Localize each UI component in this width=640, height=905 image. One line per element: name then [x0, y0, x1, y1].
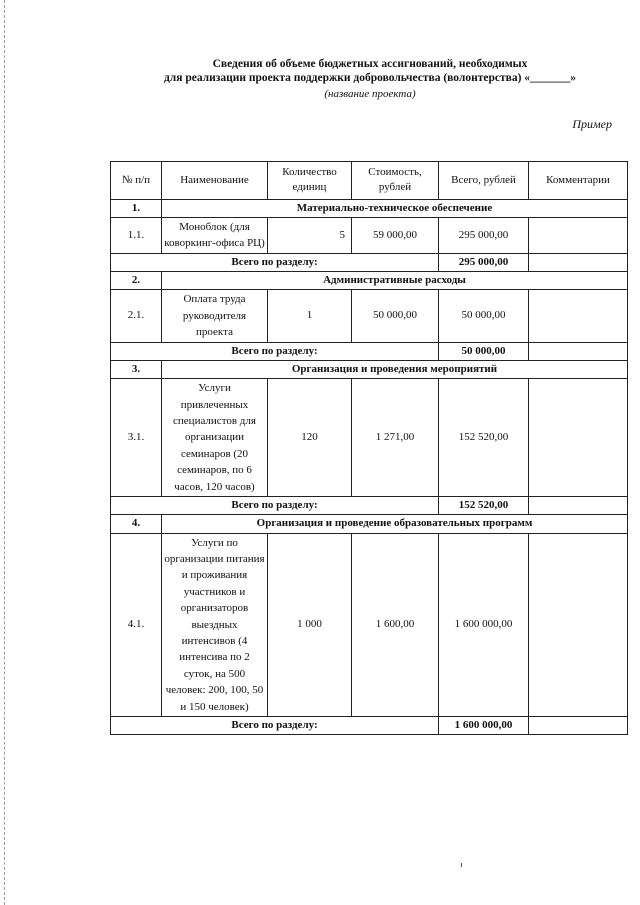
scan-mark: [461, 863, 462, 867]
item-row: [111, 217, 628, 253]
section-total-label: Всего по разделу:: [111, 253, 439, 271]
page-edge-line: [4, 0, 6, 905]
item-cost: 1 600,00: [352, 533, 439, 716]
item-cost: 50 000,00: [352, 290, 439, 342]
section-total-label: Всего по разделу:: [111, 717, 439, 735]
section-total-row: [111, 253, 628, 271]
item-row: [111, 533, 628, 716]
section-total-row: [111, 342, 628, 360]
item-comment: [529, 379, 628, 497]
section-num: 4.: [111, 515, 162, 533]
item-num: 3.1.: [111, 379, 162, 497]
section-total-label: Всего по разделу:: [111, 496, 439, 514]
section-total-empty: [529, 496, 628, 514]
item-cost: 1 271,00: [352, 379, 439, 497]
item-row: [111, 379, 628, 497]
section-num: 1.: [111, 199, 162, 217]
section-total-value: 152 520,00: [439, 496, 529, 514]
header-name: Наименование: [162, 162, 268, 200]
sample-label: Пример: [572, 117, 612, 131]
item-total: 50 000,00: [439, 290, 529, 342]
item-qty: 5: [268, 217, 352, 253]
item-total: 1 600 000,00: [439, 533, 529, 716]
item-name: Услуги по организации питания и проживания участников и организаторов выездных интенсивов (4 интенсива по 2 суток, на 500 человек: 200, 100, 50 и 150 человек): [162, 533, 268, 716]
document-title: [110, 57, 630, 85]
item-num: 2.1.: [111, 290, 162, 342]
section-row: [111, 515, 628, 533]
section-total-empty: [529, 253, 628, 271]
item-cost: 59 000,00: [352, 217, 439, 253]
budget-table: [110, 161, 628, 735]
item-comment: [529, 290, 628, 342]
item-num: 4.1.: [111, 533, 162, 716]
section-total-value: 50 000,00: [439, 342, 529, 360]
item-qty: 120: [268, 379, 352, 497]
section-total-value: 1 600 000,00: [439, 717, 529, 735]
item-comment: [529, 217, 628, 253]
table-header-row: [111, 162, 628, 200]
item-row: [111, 290, 628, 342]
header-comment: Комментарии: [529, 162, 628, 200]
section-total-empty: [529, 717, 628, 735]
item-total: 295 000,00: [439, 217, 529, 253]
section-total-empty: [529, 342, 628, 360]
item-qty: 1: [268, 290, 352, 342]
section-row: [111, 199, 628, 217]
header-qty: Количество единиц: [268, 162, 352, 200]
header-total: Всего, рублей: [439, 162, 529, 200]
title-line-1: Сведения об объеме бюджетных ассигнований, необходимых: [212, 58, 528, 70]
section-total-row: [111, 717, 628, 735]
section-row: [111, 272, 628, 290]
section-title: Организация и проведения мероприятий: [162, 360, 628, 378]
header-cost: Стоимость, рублей: [352, 162, 439, 200]
item-name: Оплата труда руководителя проекта: [162, 290, 268, 342]
section-title: Административные расходы: [162, 272, 628, 290]
section-title: Организация и проведение образовательных программ: [162, 515, 628, 533]
title-line-2: для реализации проекта поддержки добровольчества (волонтерства) «_______»: [163, 72, 577, 84]
item-total: 152 520,00: [439, 379, 529, 497]
item-name: Услуги привлеченных специалистов для организации семинаров (20 семинаров, по 6 часов, 120 часов): [162, 379, 268, 497]
section-row: [111, 360, 628, 378]
section-total-value: 295 000,00: [439, 253, 529, 271]
section-num: 2.: [111, 272, 162, 290]
document-subtitle: (название проекта): [324, 88, 416, 100]
item-num: 1.1.: [111, 217, 162, 253]
item-comment: [529, 533, 628, 716]
item-name: Моноблок (для коворкинг-офиса РЦ): [162, 217, 268, 253]
section-num: 3.: [111, 360, 162, 378]
item-qty: 1 000: [268, 533, 352, 716]
section-title: Материально-техническое обеспечение: [162, 199, 628, 217]
header-num: № п/п: [111, 162, 162, 200]
section-total-label: Всего по разделу:: [111, 342, 439, 360]
section-total-row: [111, 496, 628, 514]
